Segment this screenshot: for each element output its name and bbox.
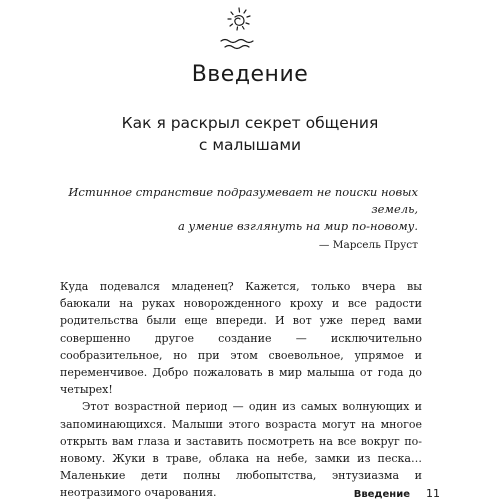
page-number: 11 (426, 487, 440, 500)
subtitle-line: с малышами (198, 136, 302, 154)
subtitle-line: Как я раскрыл секрет общения (121, 114, 379, 132)
sun-waves-icon (213, 3, 263, 55)
paragraph: Куда подевался младенец? Кажется, только вчера вы баюкали на руках новорожденного кроху и все радости родительства были еще впереди. И вот уже перед вами совершенно другое создание — исключительно сообразительное, но при этом своевольное, упрямое и переменчивое. Добро пожаловать в мир малыша от года до четырех! (60, 280, 422, 397)
epigraph-author: — Марсель Пруст (318, 239, 418, 251)
page-footer (354, 487, 440, 500)
body-text (60, 278, 422, 502)
paragraph: Этот возрастной период — один из самых волнующих и запоминающихся. Малыши этого возраста могут на многое открыть вам глаза и заставить посмотреть на все вокруг по-новому. Жуки в траве, облака на небе, замки из песка… Маленькие дети полны любопытства, энтузиазма и неотразимого очарования. (60, 400, 422, 500)
epigraph (60, 184, 418, 254)
chapter-subtitle (90, 112, 410, 156)
running-head: Введение (353, 489, 410, 500)
epigraph-line: Истинное странствие подразумевает не поиски новых земель, (68, 185, 418, 216)
epigraph-line: а умение взглянуть на мир по-новому. (178, 219, 418, 233)
chapter-title: Введение (191, 62, 309, 87)
